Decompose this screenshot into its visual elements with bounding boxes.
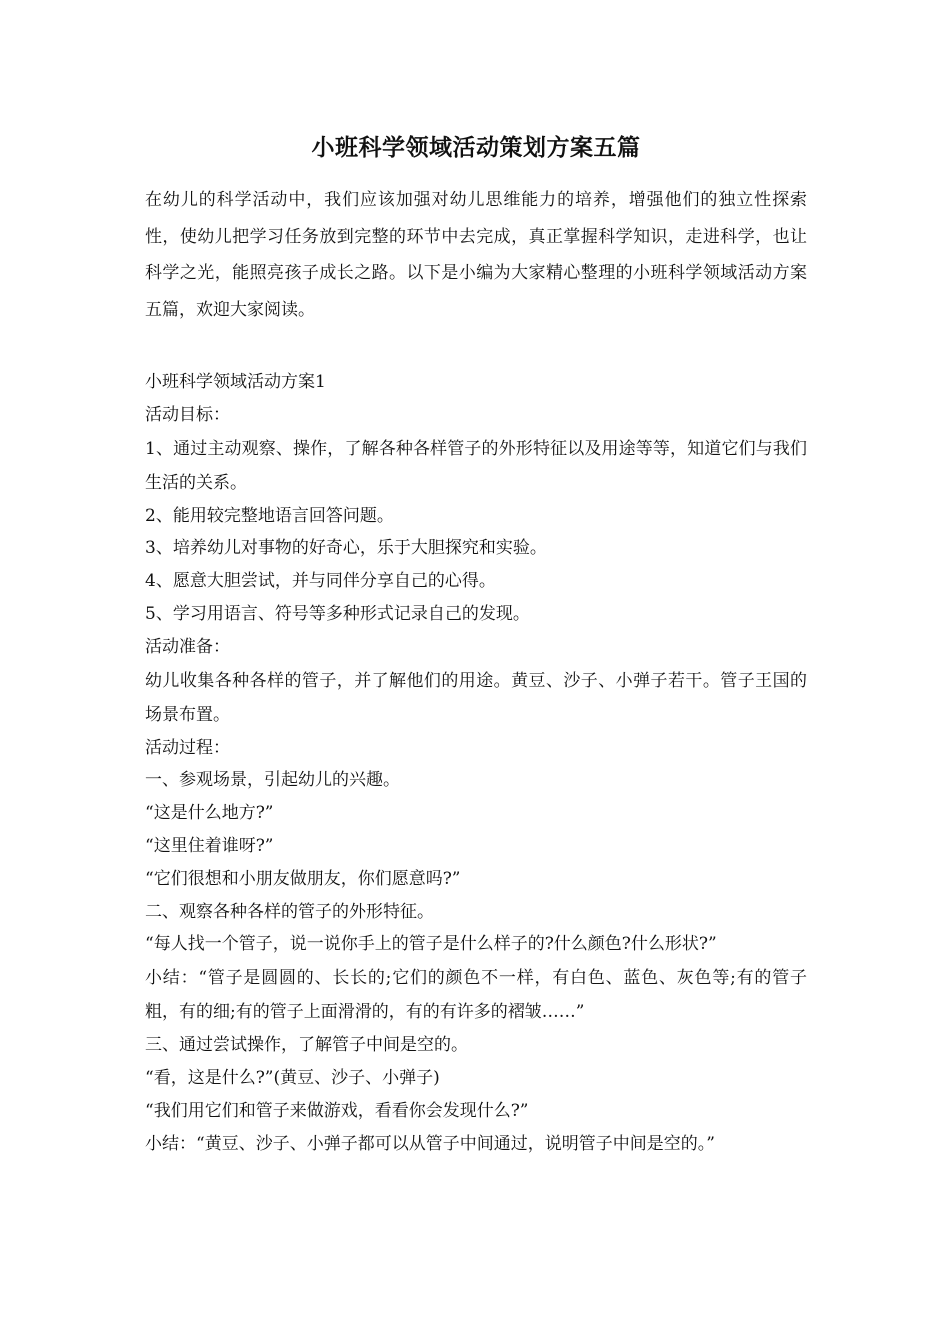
quote-line-4: “每人找一个管子，说一说你手上的管子是什么样子的?什么颜色?什么形状?” bbox=[145, 934, 717, 955]
goal-item-5: 5、学习用语言、符号等多种形式记录自己的发现。 bbox=[145, 603, 530, 624]
quote-line-5: “看，这是什么?”(黄豆、沙子、小弹子) bbox=[145, 1067, 440, 1088]
quote-line-6: “我们用它们和管子来做游戏，看看你会发现什么?” bbox=[145, 1100, 529, 1121]
summary-2: 小结：“黄豆、沙子、小弹子都可以从管子中间通过，说明管子中间是空的。” bbox=[145, 1133, 715, 1154]
prep-label: 活动准备： bbox=[145, 636, 230, 657]
prep-text: 幼儿收集各种各样的管子，并了解他们的用途。黄豆、沙子、小弹子若干。管子王国的场景布置。 bbox=[145, 670, 807, 725]
quote-line-3: “它们很想和小朋友做朋友，你们愿意吗?” bbox=[145, 868, 461, 889]
process-step-1: 一、参观场景，引起幼儿的兴趣。 bbox=[145, 770, 400, 791]
goal-item-1: 1、通过主动观察、操作，了解各种各样管子的外形特征以及用途等等，知道它们与我们生活的关系。 bbox=[145, 438, 807, 493]
goal-item-2: 2、能用较完整地语言回答问题。 bbox=[145, 505, 394, 526]
goal-item-4: 4、愿意大胆尝试，并与同伴分享自己的心得。 bbox=[145, 571, 496, 592]
summary-1: 小结：“管子是圆圆的、长长的;它们的颜色不一样，有白色、蓝色、灰色等;有的管子粗，有的细;有的管子上面滑滑的，有的有许多的褶皱……” bbox=[145, 968, 807, 1023]
process-step-3: 三、通过尝试操作，了解管子中间是空的。 bbox=[145, 1035, 468, 1056]
process-step-2: 二、观察各种各样的管子的外形特征。 bbox=[145, 901, 434, 922]
document-title: 小班科学领域活动策划方案五篇 bbox=[311, 134, 641, 161]
goal-item-3: 3、培养幼儿对事物的好奇心，乐于大胆探究和实验。 bbox=[145, 538, 547, 559]
intro-paragraph: 在幼儿的科学活动中，我们应该加强对幼儿思维能力的培养，增强他们的独立性探索性，使幼儿把学习任务放到完整的环节中去完成，真正掌握科学知识，走进科学，也让科学之光，能照亮孩子成长之路。以下是小编为大家精心整理的小班科学领域活动方案五篇，欢迎大家阅读。 bbox=[145, 190, 807, 320]
paragraph-spacer bbox=[145, 328, 807, 366]
goals-label: 活动目标： bbox=[145, 404, 230, 425]
process-label: 活动过程： bbox=[145, 737, 230, 758]
quote-line-1: “这是什么地方?” bbox=[145, 803, 274, 824]
section-heading: 小班科学领域活动方案1 bbox=[145, 372, 326, 392]
quote-line-2: “这里住着谁呀?” bbox=[145, 835, 274, 856]
document-page bbox=[145, 128, 807, 1160]
